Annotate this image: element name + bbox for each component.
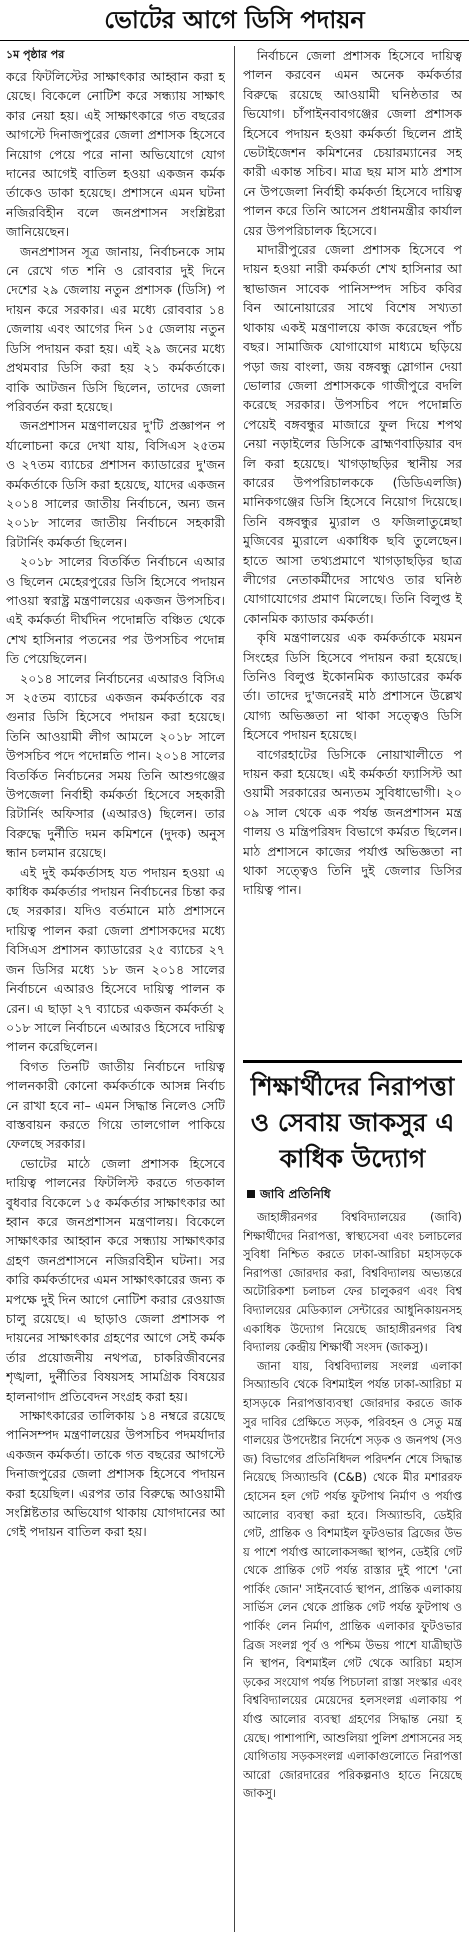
sub-article-paragraph: জানা যায়, বিশ্ববিদ্যালয় সংলগ্ন এলাকা সিঅ্যান্ডবি থেকে বিশমাইল পর্যন্ত ঢাকা-আরিচা মহাসড়কে নিরাপত্তাব্যবস্থা জোরদার করতে জাকসুর দাবির প্রেক্ষিতে সড়ক, পরিবহন ও সেতু মন্ত্রণালয়ের উপদেষ্টার নির্দেশে সড়ক ও জনপথ (সওজ) বিভাগের প্রতিনিধিদল পরিদর্শন শেষে সিদ্ধান্ত নিয়েছে সিঅ্যান্ডবি (C&B) থেকে মীর মশাররফ হোসেন হল গেট পর্যন্ত ফুটপাথ নির্মাণ ও পর্যাপ্ত আলোর ব্যবস্থা করা হবে। সিঅ্যান্ডবি, ডেইরি গেট, প্রান্তিক ও বিশমাইল ফুটওভার ব্রিজের উভয় পাশে পর্যাপ্ত আলোকসজ্জা স্থাপন, ডেইরি গেট থেকে প্রান্তিক গেট পর্যন্ত রাস্তার দুই পাশে 'নো পার্কিং জোন' সাইনবোর্ড স্থাপন, প্রান্তিক এলাকায় সার্ভিস লেন থেকে প্রান্তিক গেট পর্যন্ত ফুটপাথ ও পার্কিং লেন নির্মাণ, প্রান্তিক এলাকার ফুটওভার ব্রিজ সংলগ্ন পূর্ব ও পশ্চিম উভয় পাশে যাত্রীছাউনি স্থাপন, বিশমাইল গেট থেকে আরিচা মহাসড়কের সংযোগ পর্যন্ত পিচঢালা রাস্তা সংস্কার এবং বিশ্ববিদ্যালয়ের মেয়েদের হলসংলগ্ন এলাকায় পর্যাপ্ত আলোর ব্যবস্থা গ্রহণের সিদ্ধান্ত নেয়া হয়েছে। পাশাপাশি, আশুলিয়া পুলিশ প্রশাসনের সহযোগিতায় সড়কসংলগ্ন এলাকাগুলোতে নিরাপত্তা আরো জোরদারের পরিকল্পনাও হাতে নিয়েছে জাকসু। (243, 1358, 462, 1801)
article-paragraph: ভোটের মাঠে জেলা প্রশাসক হিসেবে দায়িত্ব পালনের ফিটলিস্ট করতে গতকাল বুধবার বিকেলে ১৫ কর্মকর্তার সাক্ষাৎকার আহ্বান করে জনপ্রশাসন মন্ত্রণালয়। বিকেলে সাক্ষাৎকার আহ্বান করে সন্ধ্যায় সাক্ষাৎকার গ্রহণ জনপ্রশাসনে নজিরবিহীন ঘটনা। সরকারি কর্মকর্তাদের এমন সাক্ষাৎকারের জন্য কমপক্ষে দুই দিন আগে নোটিশ করার রেওয়াজ চালু রয়েছে। এ ছাড়াও জেলা প্রশাসক পদায়নের সাক্ষাৎকার গ্রহণের আগে সেই কর্মকর্তার প্রয়োজনীয় নথপত্র, চাকরিজীবনের শৃঙ্খলা, দুর্নীতির বিষয়সহ সামগ্রিক বিষয়ের হালনাগাদ প্রতিবেদন সংগ্রহ করা হয়। (6, 1155, 225, 1404)
article-paragraph: কৃষি মন্ত্রণালয়ের এক কর্মকর্তাকে ময়মনসিংহের ডিসি হিসেবে পদায়ন করা হয়েছে। তিনিও বিলুপ্ত ইকোনমিক ক্যাডারের কর্মকর্তা। তাদের দু'জনেরই মাঠ প্রশাসনে উল্লেখযোগ্য অভিজ্ঞতা না থাকা সত্ত্বেও ডিসি হিসেবে পদায়ন হয়েছে। (243, 630, 462, 743)
article-paragraph: জনপ্রশাসন সূত্র জানায়, নির্বাচনকে সামনে রেখে গত শনি ও রোববার দুই দিনে দেশের ২৯ জেলায় নতুন প্রশাসক (ডিসি) পদায়ন করে সরকার। এর মধ্যে রোববার ১৪ জেলায় এবং আগের দিন ১৫ জেলায় নতুন ডিসি পদায়ন করা হয়। এই ২৯ জনের মধ্যে প্রথমবার ডিসি করা হয় ২১ কর্মকর্তাকে। বাকি আটজন ডিসি ছিলেন, তাদের জেলা পরিবর্তন করা হয়েছে। (6, 243, 225, 414)
article-paragraph: সাক্ষাৎকারের তালিকায় ১৪ নম্বরে রয়েছে পানিসম্পদ মন্ত্রণালয়ের উপসচিব পদমর্যাদার একজন কর্মকর্তা। তাকে গত বছরের আগস্টে দিনাজপুরের জেলা প্রশাসক হিসেবে পদায়ন করা হয়েছিল। এরপর তার বিরুদ্ধে আওয়ামী সংশ্লিষ্টতার অভিযোগ থাকায় যোগদানের আগেই পদায়ন বাতিল করা হয়। (6, 1408, 225, 1540)
byline (247, 1186, 331, 1206)
article-paragraph: করে ফিটলিস্টের সাক্ষাৎকার আহ্বান করা হয়েছে। বিকেলে নোটিশ করে সন্ধ্যায় সাক্ষাৎকার নেয়া হয়। এই সাক্ষাৎকারে গত বছরের আগস্টে দিনাজপুরের জেলা প্রশাসক হিসেবে নিয়োগ পেয়ে পরে নানা অভিযোগে যোগদানের আগেই বাতিল হওয়া একজন কর্মকর্তাকেও ডাকা হয়েছে। প্রশাসনে এমন ঘটনা নজিরবিহীন বলে জনপ্রশাসন সংশ্লিষ্টরা জানিয়েছেন। (6, 69, 225, 240)
sub-headline: শিক্ষার্থীদের নিরাপত্তা ও সেবায় জাকসুর একাধিক উদ্যোগ (243, 1060, 462, 1187)
column-divider (234, 46, 235, 1932)
article-paragraph: বাগেরহাটের ডিসিকে নোয়াখালীতে পদায়ন করা হয়েছে। এই কর্মকর্তা ফ্যাসিস্ট আওয়ামী সরকারের অন্যতম সুবিধাভোগী। ২০০৯ সাল থেকে এক পর্যন্ত জনপ্রশাসন মন্ত্রণালয় ও মন্ত্রিপরিষদ বিভাগে কর্মরত ছিলেন। মাঠ প্রশাসনে কাজের পর্যাপ্ত অভিজ্ঞতা না থাকা সত্ত্বেও তিনি দুই জেলার ডিসির দায়িত্ব পান। (243, 746, 462, 898)
article-paragraph: নির্বাচনে জেলা প্রশাসক হিসেবে দায়িত্ব পালন করবেন এমন অনেক কর্মকর্তার বিরুদ্ধে রয়েছে আওয়ামী ঘনিষ্ঠতার অভিযোগ। চাঁপাইনবাবগঞ্জের জেলা প্রশাসক হিসেবে পদায়ন হওয়া কর্মকর্তা ছিলেন প্রাইভেটাইজেশন কমিশনের চেয়ারম্যানের সহকারী একান্ত সচিব। মাত্র ছয় মাস মাঠ প্রশাসনে উপজেলা নির্বাহী কর্মকর্তা হিসেবে দায়িত্ব পালন করে তিনি আসেন প্রধানমন্ত্রীর কার্যালয়ের উপপরিচালক হিসেবে। (243, 48, 462, 238)
sub-article-paragraph: জাহাঙ্গীরনগর বিশ্ববিদ্যালয়ের (জাবি) শিক্ষার্থীদের নিরাপত্তা, স্বাস্থ্যসেবা এবং চলাচলের সুবিধা নিশ্চিত করতে ঢাকা-আরিচা মহাসড়কে নিরাপত্তা জোরদার করা, বিশ্ববিদ্যালয় অভ্যন্তরে অটোরিকশা চলাচল ফের চালুকরণ এবং বিশ্ববিদ্যালয়ের মেডিক্যাল সেন্টারের আধুনিকায়নসহ একাধিক উদ্যোগ নিয়েছে জাহাঙ্গীরনগর বিশ্ববিদ্যালয় কেন্দ্রীয় শিক্ষার্থী সংসদ (জাকসু)। (243, 1210, 462, 1355)
left-column (6, 46, 225, 1932)
article-paragraph: এই দুই কর্মকর্তাসহ যত পদায়ন হওয়া একাধিক কর্মকর্তার পদায়ন নির্বাচনের চিন্তা করছে সরকার। যদিও বর্তমানে মাঠ প্রশাসনে দায়িত্ব পালন করা জেলা প্রশাসকদের মধ্যে বিসিএস প্রশাসন ক্যাডারের ২৫ ব্যাচের ২৭ জন ডিসির মধ্যে ১৮ জন ২০১৪ সালের নির্বাচনে এআরও হিসেবে দায়িত্ব পালন করেন। এ ছাড়া ২৭ ব্যাচের একজন কর্মকর্তা ২০১৮ সালে নির্বাচনে এআরও হিসেবে দায়িত্ব পালন করেছিলেন। (6, 864, 225, 1055)
square-bullet-icon (247, 1190, 255, 1198)
continued-tag: ১ম পৃষ্ঠার পর (6, 48, 65, 61)
article-paragraph: মাদারীপুরের জেলা প্রশাসক হিসেবে পদায়ন হওয়া নারী কর্মকর্তা শেখ হাসিনার আস্থাভাজন সাবেক পানিসম্পদ সচিব কবির বিন আনোয়ারের সাথে বিশেষ সখ্যতা থাকায় একই মন্ত্রণালয়ে কাজ করেছেন পাঁচ বছর। সামাজিক যোগাযোগ মাধ্যমে ছড়িয়ে পড়া জয় বাংলা, জয় বঙ্গবন্ধু স্লোগান দেয়া ভোলার জেলা প্রশাসককে গাজীপুরে বদলি করেছে সরকার। উপসচিব পদে পদোন্নতি পেয়েই বঙ্গবন্ধুর মাজারে ফুল দিয়ে শপথ নেয়া নড়াইলের ডিসিকে ব্রাহ্মণবাড়িয়ার বদলি করা হয়েছে। খাগড়াছড়ির স্থানীয় সরকারের উপপরিচালককে (ডিডিএলজি) মানিকগঞ্জের ডিসি হিসেবে নিয়োগ দিয়েছে। তিনি বঙ্গবন্ধুর ম্যুরাল ও ফজিলাতুন্নেছা মুজিবের ম্যুরালে একাধিক ছবি তুলেছেন। হাতে আসা তথ্যপ্রমাণে খাগড়াছড়ির ছাত্রলীগের নেতাকর্মীদের সাথেও তার ঘনিষ্ঠ যোগাযোগের প্রমাণ মিলেছে। তিনি বিলুপ্ত ইকোনমিক ক্যাডার কর্মকর্তা। (243, 242, 462, 626)
headline: ভোটের আগে ডিসি পদায়ন (0, 0, 469, 41)
article-paragraph: ২০১৪ সালের নির্বাচনের এআরও বিসিএস ২৫তম ব্যাচের একজন কর্মকর্তাকে বরগুনার ডিসি হিসেবে পদায়ন করা হয়েছে। তিনি আওয়ামী লীগ আমলে ২০১৮ সালে উপসচিব পদে পদোন্নতি পান। ২০১৪ সালের বিতর্কিত নির্বাচনের সময় তিনি আশুগঞ্জের উপজেলা নির্বাহী কর্মকর্তা হিসেবে সহকারী রিটার্নিং অফিসার (এআরও) ছিলেন। তার বিরুদ্ধে দুর্নীতি দমন কমিশনে (দুদক) অনুসন্ধান চলমান রয়েছে। (6, 670, 225, 861)
article-paragraph: জনপ্রশাসন মন্ত্রণালয়ের দু'টি প্রজ্ঞাপন পর্যালোচনা করে দেখা যায়, বিসিএস ২৫তম ও ২৭তম ব্যাচের প্রশাসন ক্যাডারের দু'জন কর্মকর্তাকে ডিসি করা হয়েছে, যাদের একজন ২০১৪ সালের জাতীয় নির্বাচনে, অন্য জন ২০১৮ সালের জাতীয় নির্বাচনে সহকারী রিটার্নিং কর্মকর্তা ছিলেন। (6, 418, 225, 550)
byline-text: জাবি প্রতিনিধি (260, 1187, 331, 1201)
article-paragraph: বিগত তিনটি জাতীয় নির্বাচনে দায়িত্ব পালনকারী কোনো কর্মকর্তাকে আসন্ন নির্বাচনে রাখা হবে না– এমন সিদ্ধান্ত নিলেও সেটি বাস্তবায়ন করতে গিয়ে তালগোল পাকিয়ে ফেলছে সরকার। (6, 1058, 225, 1152)
article-paragraph: ২০১৮ সালের বিতর্কিত নির্বাচনে এআরও ছিলেন মেহেরপুরের ডিসি হিসেবে পদায়ন পাওয়া স্বরাষ্ট্র মন্ত্রণালয়ের একজন উপসচিব। এই কর্মকর্তা দীর্ঘদিন পদোন্নতি বঞ্চিত থেকে শেখ হাসিনার পতনের পর উপসচিব পদোন্নতি পেয়েছিলেন। (6, 554, 225, 667)
sub-article-body (243, 1208, 462, 1932)
right-column (243, 46, 462, 1054)
